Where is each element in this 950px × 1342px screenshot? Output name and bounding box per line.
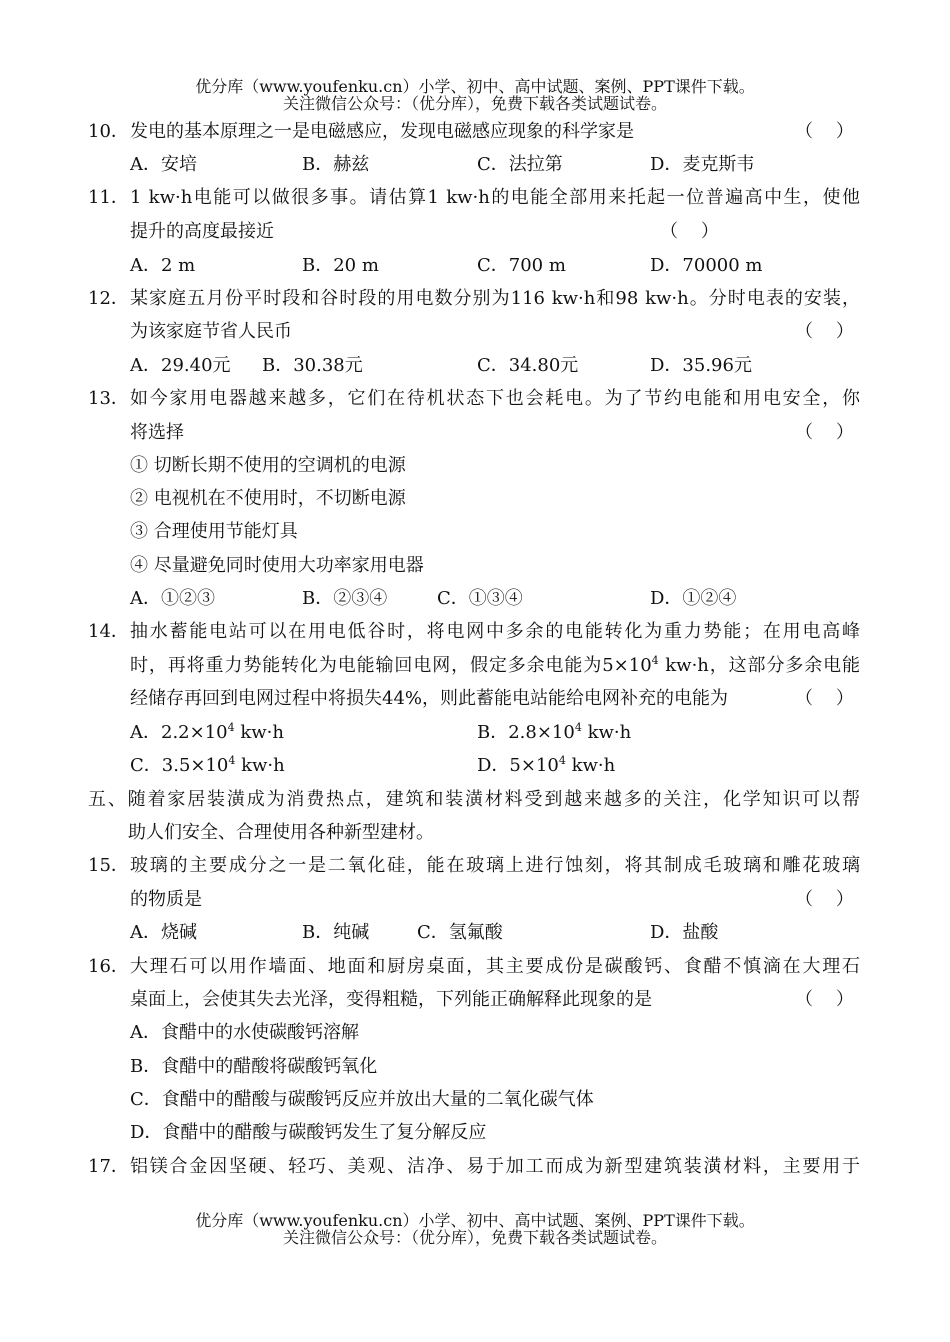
q14-option-b: B．$2.8\times 10^4$ kw·h (477, 721, 632, 743)
q13-item-2: ② 电视机在不使用时，不切断电源 (130, 488, 406, 509)
q10-answer-paren: （ ） (795, 121, 854, 142)
q10-option-c: C．法拉第 (477, 154, 563, 175)
q12-option-a: A．29.40元 (130, 355, 231, 376)
section-5-intro-line-1: 五、随着家居装潢成为消费热点，建筑和装潢材料受到越来越多的关注，化学知识可以帮 (88, 789, 860, 810)
q16-option-b: B．食醋中的醋酸将碳酸钙氧化 (130, 1056, 378, 1077)
q13-option-d: D．①②④ (650, 588, 737, 609)
q15-answer-paren: （ ） (795, 889, 854, 910)
q10-text: 发电的基本原理之一是电磁感应，发现电磁感应现象的科学家是 (130, 121, 634, 142)
q13-option-c: C．①③④ (437, 588, 523, 609)
q11-option-d: D．70000 m (650, 255, 763, 276)
q15-option-a: A．烧碱 (130, 922, 197, 943)
q12-answer-paren: （ ） (795, 321, 854, 342)
q13-option-b: B．②③④ (302, 588, 388, 609)
q11-option-b: B．20 m (302, 255, 379, 276)
q16-option-c: C．食醋中的醋酸与碳酸钙反应并放出大量的二氧化碳气体 (130, 1089, 594, 1110)
q13-number: 13． (88, 388, 129, 409)
q15-option-c: C．氢氟酸 (417, 922, 503, 943)
q10-option-a: A．安培 (130, 154, 197, 175)
q13-item-1: ① 切断长期不使用的空调机的电源 (130, 455, 406, 476)
q16-number: 16． (88, 956, 129, 977)
q17-text-line-1: 铝镁合金因坚硬、轻巧、美观、洁净、易于加工而成为新型建筑装潢材料，主要用于 (130, 1156, 860, 1177)
q15-number: 15． (88, 855, 129, 876)
q11-text-line-2: 提升的高度最接近 (130, 221, 274, 242)
q16-option-d: D．食醋中的醋酸与碳酸钙发生了复分解反应 (130, 1122, 487, 1143)
q15-option-d: D．盐酸 (650, 922, 719, 943)
q14-text-line-2: 时，再将重力势能转化为电能输回电网，假定多余电能为$5\times 10^4$ kw·h，这部分多余电能 (130, 654, 861, 676)
footer-line-1: 优分库（www.youfenku.cn）小学、初中、高中试题、案例、PPT课件下载。 (195, 1211, 755, 1230)
q15-option-b: B．纯碱 (302, 922, 370, 943)
q10-option-b: B．赫兹 (302, 154, 370, 175)
q11-option-c: C．700 m (477, 255, 566, 276)
q11-number: 11． (88, 187, 129, 208)
q15-text-line-2: 的物质是 (130, 889, 202, 910)
q15-text-line-1: 玻璃的主要成分之一是二氧化硅，能在玻璃上进行蚀刻，将其制成毛玻璃和雕花玻璃 (130, 855, 860, 876)
q14-number: 14． (88, 621, 129, 642)
q14-option-a: A．$2.2\times 10^4$ kw·h (130, 721, 284, 743)
q14-text-line-3: 经储存再回到电网过程中将损失44%，则此蓄能电站能给电网补充的电能为 (130, 688, 729, 709)
section-5-intro-line-2: 助人们安全、合理使用各种新型建材。 (128, 822, 434, 843)
header-line-1: 优分库（www.youfenku.cn）小学、初中、高中试题、案例、PPT课件下载。 (195, 77, 755, 96)
q11-answer-paren: （ ） (660, 221, 719, 242)
q12-text-line-1: 某家庭五月份平时段和谷时段的用电数分别为116 kw·h和98 kw·h。分时电表的安装， (130, 288, 860, 309)
q16-text-line-1: 大理石可以用作墙面、地面和厨房桌面，其主要成份是碳酸钙、食醋不慎滴在大理石 (130, 956, 860, 977)
q11-option-a: A．2 m (130, 255, 196, 276)
q12-option-b: B．30.38元 (262, 355, 363, 376)
q12-option-d: D．35.96元 (650, 355, 752, 376)
q13-option-a: A．①②③ (130, 588, 215, 609)
q10-option-d: D．麦克斯韦 (650, 154, 755, 175)
q17-number: 17． (88, 1156, 129, 1177)
q14-option-c: C．$3.5\times 10^4$ kw·h (130, 754, 285, 776)
q12-option-c: C．34.80元 (477, 355, 579, 376)
q14-text-line-1: 抽水蓄能电站可以在用电低谷时，将电网中多余的电能转化为重力势能；在用电高峰 (130, 621, 860, 642)
q14-option-d: D．$5\times 10^4$ kw·h (477, 754, 616, 776)
q13-item-3: ③ 合理使用节能灯具 (130, 521, 298, 542)
q13-answer-paren: （ ） (795, 422, 854, 443)
footer-line-2: 关注微信公众号：（优分库），免费下载各类试题试卷。 (282, 1228, 667, 1247)
q11-text-line-1: 1 kw·h电能可以做很多事。请估算1 kw·h的电能全部用来托起一位普遍高中生，使他 (130, 187, 860, 208)
q14-answer-paren: （ ） (795, 688, 854, 709)
q16-text-line-2: 桌面上，会使其失去光泽，变得粗糙，下列能正确解释此现象的是 (130, 989, 652, 1010)
q13-text-line-1: 如今家用电器越来越多，它们在待机状态下也会耗电。为了节约电能和用电安全，你 (130, 388, 860, 409)
q16-option-a: A．食醋中的水使碳酸钙溶解 (130, 1022, 359, 1043)
q12-text-line-2: 为该家庭节省人民币 (130, 321, 292, 342)
q10-number: 10． (88, 121, 129, 142)
q13-item-4: ④ 尽量避免同时使用大功率家用电器 (130, 555, 424, 576)
q13-text-line-2: 将选择 (130, 422, 184, 443)
q12-number: 12． (88, 288, 129, 309)
q16-answer-paren: （ ） (795, 989, 854, 1010)
header-line-2: 关注微信公众号：（优分库），免费下载各类试题试卷。 (282, 94, 667, 113)
